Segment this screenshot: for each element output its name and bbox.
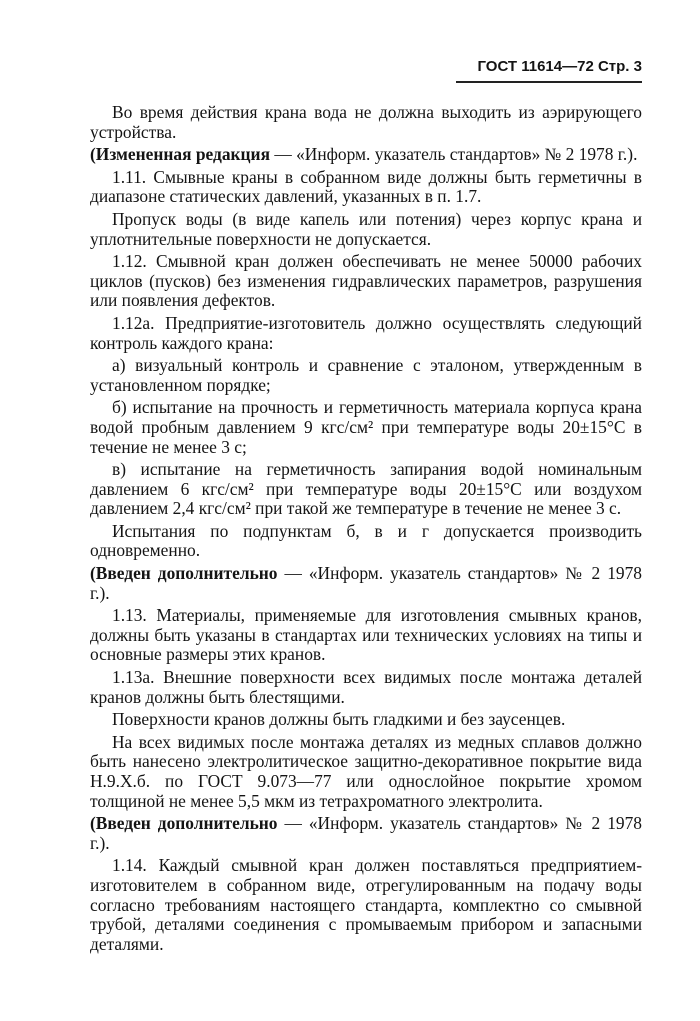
- amendment-note-3: [90, 814, 642, 853]
- clause-1-11-leakage: Пропуск воды (в виде капель или потения) через корпус крана и уплотнительные поверхности не допускается.: [90, 208, 642, 249]
- amendment-source: — «Информ. указатель стандартов» № 2 1978 г.).: [90, 813, 642, 853]
- amendment-label: (Измененная редакция: [90, 144, 270, 165]
- clause-1-12a-item-b: б) испытание на прочность и герметичность материала корпуса крана водой пробным давлением 9 кгс/см² при температуре воды 20±15°С в течение не менее 3 с;: [90, 397, 642, 457]
- clause-1-12a-tests: Испытания по подпунктам б, в и г допускается производить одновременно.: [90, 520, 642, 561]
- amendment-label: (Введен дополнительно: [90, 813, 278, 834]
- document-body: [90, 103, 642, 957]
- clause-1-12a-item-v: в) испытание на герметичность запирания водой номинальным давлением 6 кгс/см² при температуре воды 20±15°С или воздухом давлением 2,4 кгс/см² при такой же температуре в течение не менее 3 с.: [90, 459, 642, 519]
- clause-1-13a-coating: На всех видимых после монтажа деталях из медных сплавов должно быть нанесено электролитическое защитно-декоративное покрытие вида Н.9.Х.б. по ГОСТ 9.073—77 или однослойное покрытие хромом толщиной не менее 5,5 мкм из тетрахроматного электролита.: [90, 731, 642, 811]
- amendment-source: — «Информ. указатель стандартов» № 2 1978 г.).: [269, 144, 638, 165]
- amendment-note-1: [90, 145, 642, 165]
- paragraph-aerator: Во время действия крана вода не должна выходить из аэрирующего устройства.: [90, 102, 642, 142]
- clause-1-13: 1.13. Материалы, применяемые для изготовления смывных кранов, должны быть указаны в стандартах или технических условиях на типы и основные размеры этих кранов.: [90, 605, 642, 665]
- clause-1-12a: 1.12а. Предприятие-изготовитель должно осуществлять следующий контроль каждого крана:: [90, 312, 642, 353]
- clause-1-12a-item-a: а) визуальный контроль и сравнение с эталоном, утвержденным в установленном порядке;: [90, 355, 642, 395]
- amendment-source: — «Информ. указатель стандартов» № 2 1978 г.).: [90, 563, 642, 603]
- amendment-label: (Введен дополнительно: [90, 563, 278, 584]
- clause-1-14: 1.14. Каждый смывной кран должен поставляться предприятием-изготовителем в собранном виде, отрегулированным на подачу воды согласно требованиям настоящего стандарта, комплектно со смывной трубой, деталями соединения с промываемым прибором и запасными деталями.: [90, 855, 642, 954]
- amendment-note-2: [90, 564, 642, 603]
- clause-1-11: 1.11. Смывные краны в собранном виде должны быть герметичны в диапазоне статических давлений, указанных в п. 1.7.: [90, 166, 642, 207]
- clause-1-13a-smooth: Поверхности кранов должны быть гладкими и без заусенцев.: [112, 709, 566, 730]
- clause-1-12: 1.12. Смывной кран должен обеспечивать не менее 50000 рабочих циклов (пусков) без изменения гидравлических параметров, разрушения или появления дефектов.: [90, 251, 642, 311]
- header-rule: [456, 81, 642, 83]
- page-header: ГОСТ 11614—72 Стр. 3: [477, 58, 642, 75]
- clause-1-13a: 1.13а. Внешние поверхности всех видимых после монтажа деталей кранов должны быть блестящими.: [90, 667, 642, 707]
